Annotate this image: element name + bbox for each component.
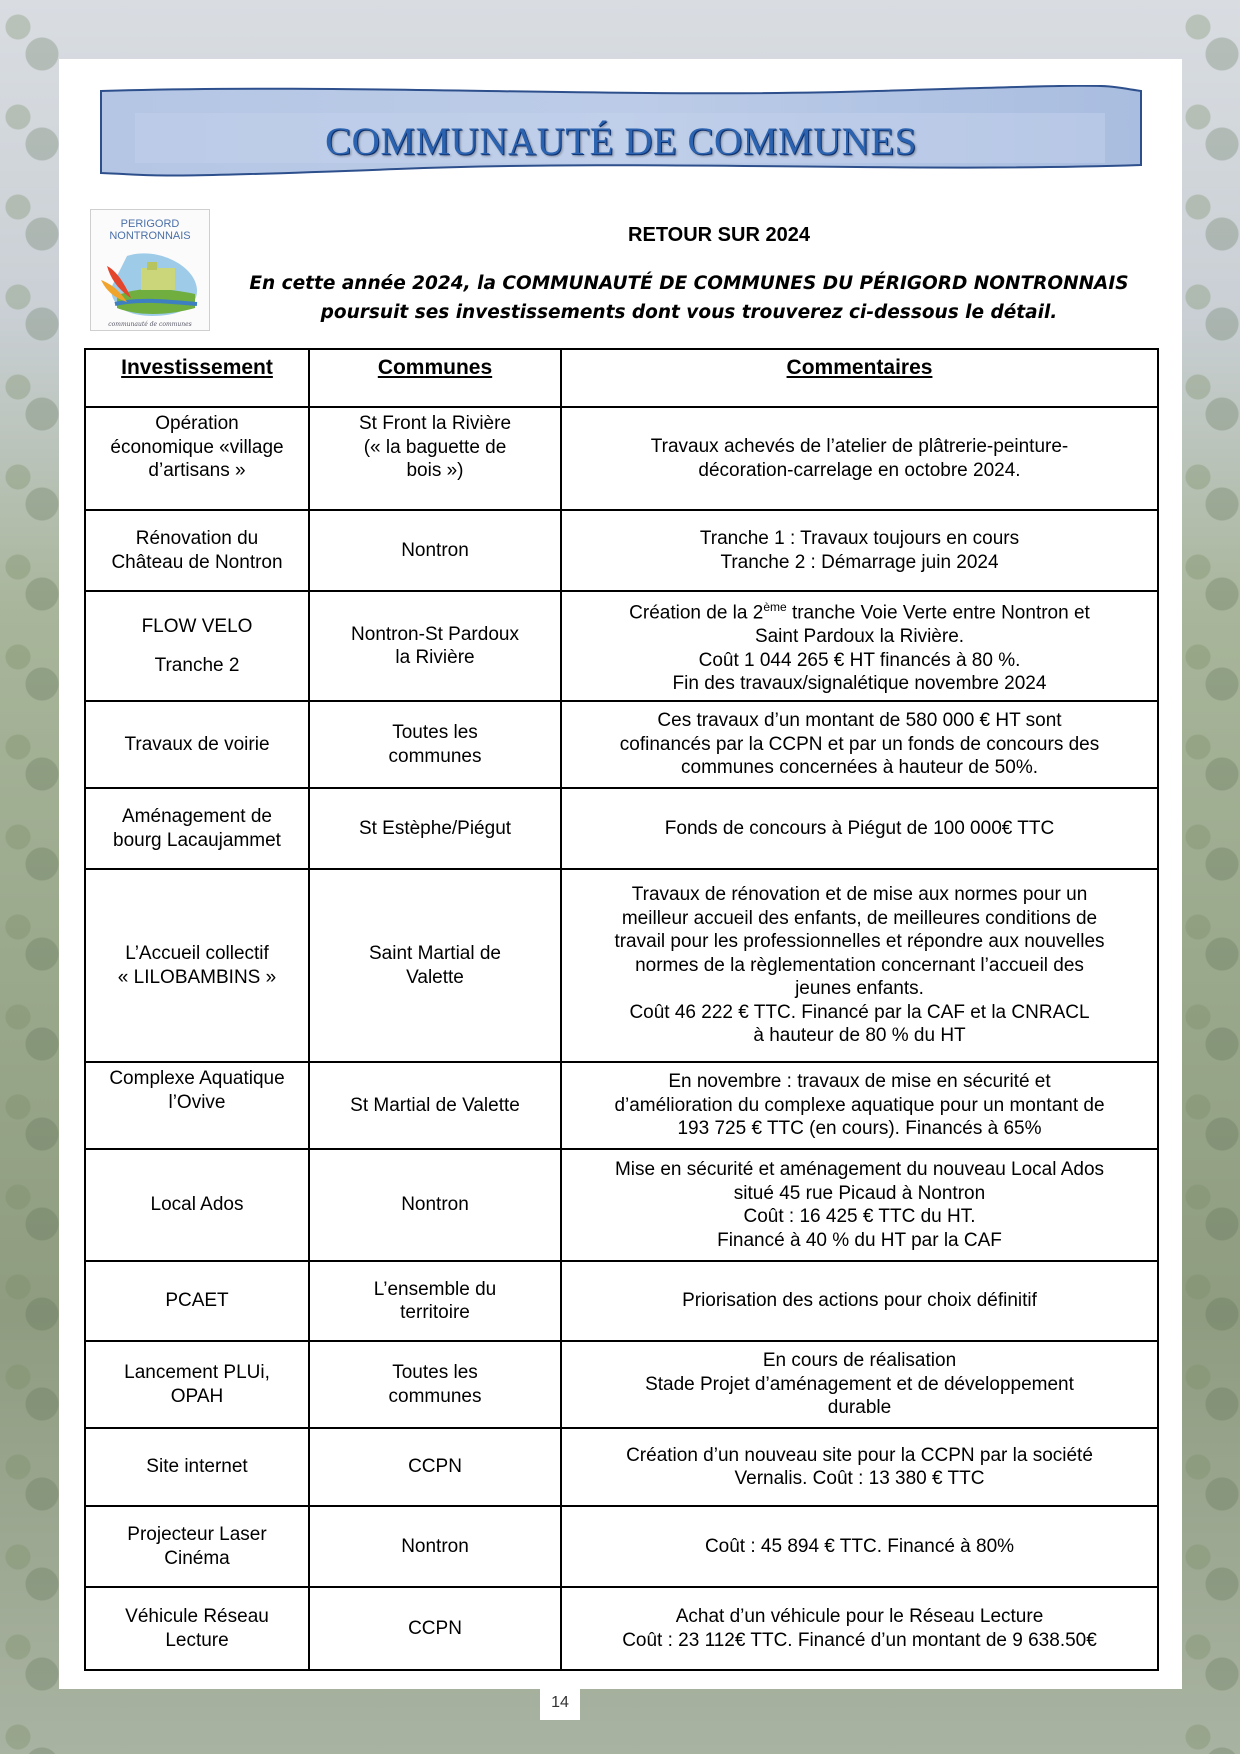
cell-investissement-line: l’Ovive [168,1091,226,1113]
cell-communes-line: territoire [400,1302,470,1323]
cell-commentaires [561,1587,1158,1670]
cell-commentaires-line: d’amélioration du complexe aquatique pour un montant de [614,1094,1105,1116]
cell-communes-line: L’ensemble du [373,1278,497,1300]
cell-investissement-line: Véhicule Réseau [125,1606,269,1627]
cell-communes [309,510,561,591]
cell-communes-line: Nontron [401,539,469,561]
cell-investissement [85,1506,309,1587]
cell-commentaires [561,510,1158,591]
cell-investissement [85,407,309,510]
cell-communes [309,701,561,788]
cell-commentaires-line: Priorisation des actions pour choix définitif [682,1290,1037,1312]
cell-communes-line: Valette [406,966,464,988]
cell-commentaires [561,591,1158,701]
cell-investissement-line: Château de Nontron [111,551,283,573]
cell-commentaires-line: Tranche 2 : Démarrage juin 2024 [720,551,999,573]
cell-commentaires [561,1506,1158,1587]
cell-investissement [85,1149,309,1261]
cell-investissement-line: PCAET [165,1290,229,1312]
cell-communes-line: la Rivière [395,647,475,668]
cell-communes-line: Nontron-St Pardoux [351,623,519,645]
cell-investissement [85,1587,309,1670]
logo-caption: communauté de communes [108,321,192,328]
cell-commentaires-line: 193 725 € TTC (en cours). Financés à 65% [677,1118,1042,1140]
table-row [85,1062,1158,1149]
cell-investissement-line: Site internet [146,1456,248,1478]
cell-communes [309,1149,561,1261]
cell-communes-line: Nontron [401,1535,469,1557]
cell-communes [309,1428,561,1506]
cell-communes [309,788,561,869]
investments-table [84,348,1159,1671]
cell-communes-line: CCPN [408,1456,462,1478]
cell-commentaires [561,1428,1158,1506]
table-row [85,407,1158,510]
cell-communes [309,1506,561,1587]
cell-investissement-line: OPAH [170,1385,224,1407]
table-row [85,869,1158,1062]
cell-commentaires-line: Ces travaux d’un montant de 580 000 € HT sont [657,710,1062,732]
cell-communes [309,1587,561,1670]
cell-communes [309,1341,561,1428]
cell-investissement [85,869,309,1062]
logo-perigord-nontronnais [90,209,210,331]
cell-commentaires-line: Saint Pardoux la Rivière. [754,626,965,648]
header-communes: Communes [309,349,561,407]
cell-commentaires-line: Coût 46 222 € TTC. Financé par la CAF et la CNRACL [629,1001,1090,1023]
table-row [85,788,1158,869]
cell-investissement-line: Projecteur Laser [127,1524,267,1545]
header-investissement: Investissement [85,349,309,407]
cell-communes-line: Toutes les [392,1362,478,1383]
cell-investissement-line: Opération [155,413,239,434]
cell-investissement-line [94,638,300,654]
table-row [85,510,1158,591]
page [59,59,1182,1689]
cell-commentaires-line: Coût : 16 425 € TTC du HT. [743,1206,976,1227]
table-row [85,701,1158,788]
cell-investissement-line: « LILOBAMBINS » [117,966,277,988]
cell-communes [309,1261,561,1341]
background-landscape-left [0,0,60,1754]
table-row [85,1261,1158,1341]
cell-commentaires [561,869,1158,1062]
cell-investissement-line: Aménagement de [122,806,272,827]
cell-commentaires-line: à hauteur de 80 % du HT [753,1025,966,1047]
cell-investissement-line: Rénovation du [135,528,259,549]
cell-communes [309,1062,561,1149]
section-subtitle: RETOUR SUR 2024 [628,224,810,246]
cell-commentaires-line: Mise en sécurité et aménagement du nouveau Local Ados [614,1159,1105,1180]
cell-commentaires [561,1341,1158,1428]
cell-communes-line: Toutes les [392,722,478,743]
cell-commentaires-line: Fin des travaux/signalétique novembre 2024 [672,673,1047,695]
cell-investissement-line: L’Accueil collectif [125,943,269,964]
cell-investissement [85,591,309,701]
background-landscape-right [1180,0,1240,1754]
cell-investissement [85,1261,309,1341]
cell-commentaires-line: décoration-carrelage en octobre 2024. [698,459,1021,481]
table-row [85,1341,1158,1428]
cell-commentaires [561,788,1158,869]
cell-commentaires-line: Stade Projet d’aménagement et de développement [645,1373,1074,1395]
cell-communes-line: St Front la Rivière [358,413,512,434]
cell-commentaires-line: normes de la règlementation concernant l’accueil des [635,954,1084,976]
cell-communes-line: communes [388,1385,482,1407]
cell-investissement-line: FLOW VELO [141,615,253,637]
logo-line-2: NONTRONNAIS [109,230,191,242]
cell-commentaires-line: Travaux de rénovation et de mise aux normes pour un [631,884,1088,906]
cell-communes-line: St Martial de Valette [350,1094,520,1116]
intro-line: poursuit ses investissements dont vous trouverez ci-dessous le détail. [320,302,1058,323]
cell-commentaires [561,701,1158,788]
cell-commentaires-line: Création d’un nouveau site pour la CCPN par la société [626,1444,1093,1466]
cell-investissement-line: Travaux de voirie [124,733,270,755]
header-commentaires: Commentaires [561,349,1158,407]
cell-communes-line: Saint Martial de [368,943,501,964]
cell-communes [309,869,561,1062]
cell-communes [309,407,561,510]
cell-commentaires-line: Achat d’un véhicule pour le Réseau Lecture [675,1606,1044,1627]
cell-commentaires [561,1149,1158,1261]
cell-investissement [85,788,309,869]
cell-investissement [85,510,309,591]
cell-commentaires-line: Travaux achevés de l’atelier de plâtrerie-peinture- [650,436,1069,457]
cell-commentaires [561,1261,1158,1341]
logo-line-1: PERIGORD [120,218,180,230]
logo-emblem-icon [97,246,205,326]
cell-commentaires [561,1062,1158,1149]
cell-communes-line: Nontron [401,1194,469,1216]
cell-commentaires-line: travail pour les professionnelles et répondre aux nouvelles [614,931,1105,953]
cell-commentaires-line: Coût : 23 112€ TTC. Financé d’un montant de 9 638.50€ [622,1629,1097,1651]
table-row [85,1506,1158,1587]
cell-investissement [85,1341,309,1428]
cell-investissement [85,1062,309,1149]
cell-commentaires-line: Coût : 45 894 € TTC. Financé à 80% [704,1535,1015,1557]
cell-communes-line: bois ») [406,460,464,481]
table-row [85,591,1158,701]
cell-commentaires-line: meilleur accueil des enfants, de meilleures conditions de [621,907,1098,929]
page-number: 14 [540,1686,580,1720]
intro-paragraph [229,269,1149,327]
page-title: COMMUNAUTÉ DE COMMUNES [325,120,917,163]
comment-line-superscript: Création de la 2ème tranche Voie Verte entre Nontron et [629,600,1090,624]
cell-commentaires-line: Financé à 40 % du HT par la CAF [717,1229,1002,1251]
table-row [85,1587,1158,1670]
cell-commentaires-line: Tranche 1 : Travaux toujours en cours [699,528,1020,549]
cell-investissement-line: Complexe Aquatique [109,1068,285,1089]
cell-commentaires-line: Fonds de concours à Piégut de 100 000€ TTC [664,817,1055,839]
cell-investissement-line: Cinéma [164,1547,230,1569]
table-row [85,1428,1158,1506]
intro-line: En cette année 2024, la COMMUNAUTÉ DE COMMUNES DU PÉRIGORD NONTRONNAIS [249,273,1129,294]
cell-investissement-line: bourg Lacaujammet [113,829,281,851]
cell-commentaires-line: Coût 1 044 265 € HT financés à 80 %. [698,649,1021,671]
cell-investissement [85,701,309,788]
cell-communes-line: communes [388,745,482,767]
cell-commentaires-line: Vernalis. Coût : 13 380 € TTC [734,1468,985,1489]
cell-commentaires-line: communes concernées à hauteur de 50%. [681,757,1038,779]
cell-investissement-line: Lancement PLUi, [124,1362,270,1383]
cell-commentaires [561,407,1158,510]
cell-investissement-line: Local Ados [150,1194,244,1216]
cell-investissement-line: d’artisans » [148,460,246,481]
cell-investissement [85,1428,309,1506]
cell-communes [309,591,561,701]
cell-commentaires-line: En cours de réalisation [762,1350,957,1372]
cell-communes-line: St Estèphe/Piégut [358,817,512,839]
cell-investissement-line: économique «village [110,436,284,458]
cell-commentaires-line: En novembre : travaux de mise en sécurité et [668,1071,1051,1093]
cell-investissement-line: Tranche 2 [154,655,240,676]
cell-commentaires-line: cofinancés par la CCPN et par un fonds de concours des [619,733,1100,755]
cell-commentaires-line: durable [827,1397,892,1419]
table-header-row [85,349,1158,407]
table-row [85,1149,1158,1261]
cell-commentaires-line: jeunes enfants. [795,978,924,1000]
cell-communes-line: (« la baguette de [363,436,507,458]
cell-communes-line: CCPN [408,1617,462,1639]
cell-investissement-line: Lecture [165,1629,229,1651]
cell-commentaires-line: situé 45 rue Picaud à Nontron [733,1182,986,1204]
